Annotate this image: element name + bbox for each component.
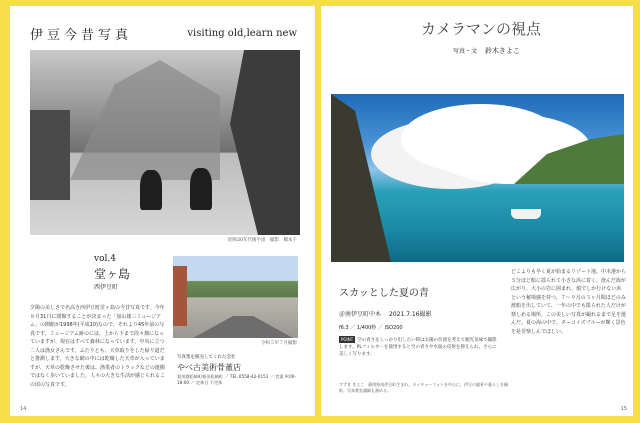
column-title: カメラマンの視点: [421, 20, 542, 38]
shop-info: 賀茂郡松崎町桜田松崎町 ／ TEL 0558-42-0151 ／ 営業 9:00-18:00 ／ 定休日 不定休: [177, 374, 296, 385]
volume-label: vol.4: [94, 254, 116, 264]
sea-photo: [331, 94, 624, 262]
byline-label: 写真・文: [453, 48, 478, 55]
article-body: 夕陽の美しさで名高き西伊豆町堂ヶ島の今昔写真です。今年８月31日に閉館することが決まった「加山雄三ミュージアム」の開館が1998年(平成10)なので、それより45年前の写真です。ミュージアム跡のには、上から下まで段々畑になっていますが、現在はすべて森林になっています。中央に立つ二人は漁女さんです。ふたりとも、天草取りをした帰り道だと推測します。大きな網の中には乾燥した天草が入っていますが、天草の乾燥させた後は、漁業者のトラックなどの運搬ではなく歩いていました。人々の大きな生活が感じられるこの頃の写真です。: [30, 305, 166, 388]
street-photo-credit: 令和５年７月撮影: [261, 341, 297, 346]
point-text: 空の青さをしっかり出したい時は太陽の位置を考えて順光気味で撮影します。PLフィルターを使用すると空の青さや水面の反射を抑えられ、さらに美しく写ります。: [339, 338, 497, 357]
road: [193, 316, 293, 338]
photo-location: [339, 309, 432, 318]
cliff: [331, 94, 391, 262]
point-caption: [339, 336, 499, 358]
photo-heading: スカッとした夏の青: [339, 288, 429, 299]
building: [173, 266, 187, 326]
shot-date: 2021.7.16撮影: [389, 311, 432, 318]
byline: [453, 46, 520, 56]
woman-figure: [140, 170, 162, 210]
shop-caption: 写真集を販売してくれた会社: [177, 355, 236, 360]
location-text: ＠南伊豆町中木: [339, 311, 382, 318]
place-subtitle: 西伊豆町: [94, 284, 119, 291]
right-page: [321, 6, 633, 416]
exif-data: f6.3 ／ 1/400秒 ／ ISO200: [339, 325, 403, 331]
page-number: 15: [620, 406, 627, 412]
left-page: [10, 6, 315, 416]
shop-name: やべ古美術骨董店: [177, 363, 241, 372]
street-photo: [173, 256, 298, 338]
point-badge: POINT: [341, 337, 354, 342]
column-title: 伊豆今昔写真: [30, 28, 133, 43]
page-number: 14: [20, 406, 27, 412]
boat: [511, 209, 541, 219]
place-name: 堂ヶ島: [94, 267, 131, 281]
essay-column: どこよりも早く夏が始まるリゾート地、中木港から５分ほど船に揺られて小さな浜に着く。澄んだ海が広がり、大小の岩に囲まれ、船でしか行けない浜という秘境感を持つ。７〜９月の３ヶ月間ほどのみ渡船を出していて、一年の中でも限られた人だけが楽しめる場所。この美しい写真が撮れるまで足を運んだ。夏の海の中で、ターコイズブルーが輝く景色を是非楽しんでほしい。: [511, 269, 627, 335]
historic-photo: [30, 50, 300, 235]
byline-name: 鈴木きよこ: [484, 47, 520, 55]
woman-figure: [190, 168, 212, 210]
photo-credit: 昭和20年代後半頃 撮影：橋本千: [228, 238, 297, 243]
column-title-en: visiting old,learn new: [187, 28, 297, 39]
tree: [230, 50, 300, 235]
author-bio: すずき きよこ 静岡県南伊豆町生まれ。ネイチャーフォトを中心に、伊豆の風景や暮らしを撮影。写真教室講師も務める。: [339, 382, 508, 393]
house: [30, 110, 70, 200]
terraced-hill: [70, 60, 220, 180]
